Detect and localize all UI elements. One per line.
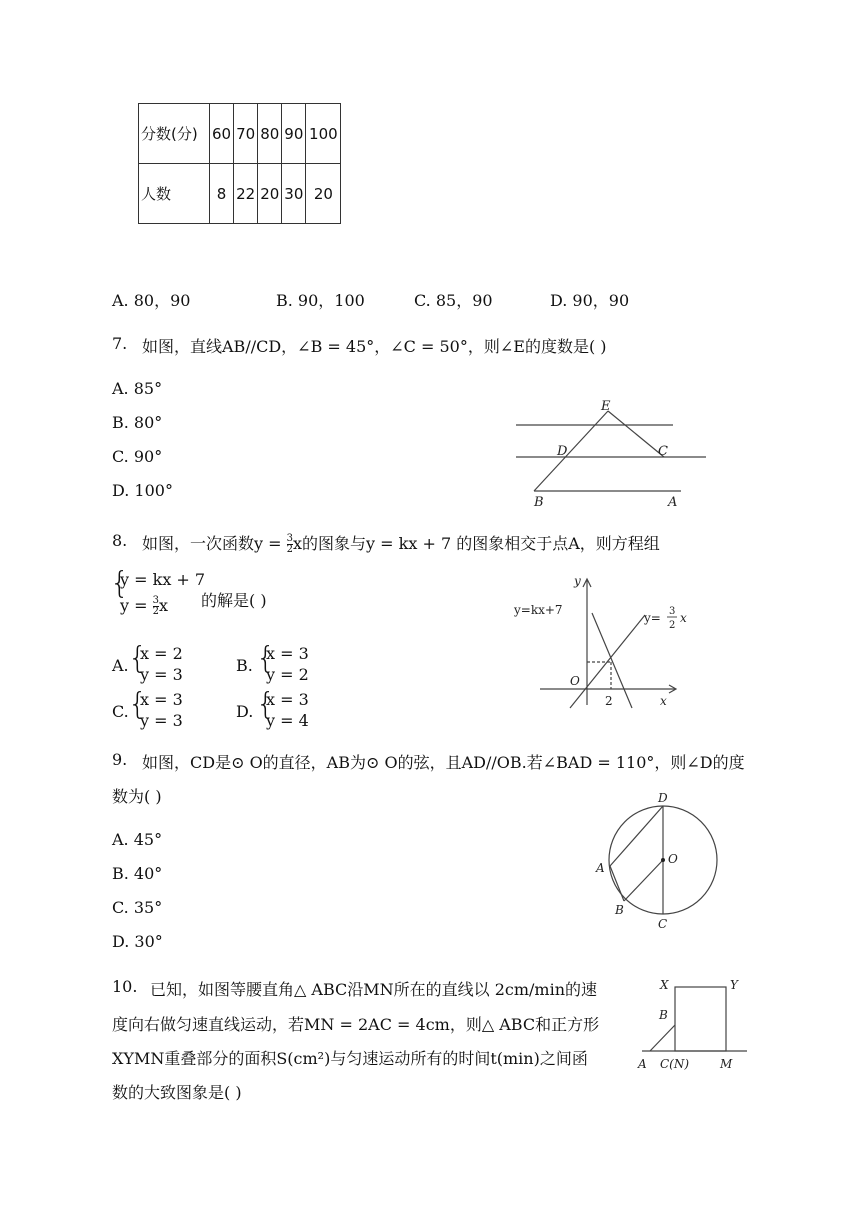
q9-stem-line1: 如图，CD是⊙ O的直径，AB为⊙ O的弦，且AD//OB.若∠BAD = 110°，则∠D的度 [142,753,745,772]
q8-system-line2 [120,596,168,617]
table-cell: 60 [210,104,234,164]
q9-number: 9. [112,750,128,769]
q9-option-a[interactable]: A. 45° [112,830,163,849]
q8-option-d-line1: x = 3 [266,690,309,709]
fig-label-a: A [638,1057,647,1071]
fig-label-a: A [668,495,678,510]
q8-figure [510,575,710,715]
q9-stem-line2: 数为( ) [112,787,162,806]
fig-label-y: y [574,574,581,588]
q9-option-c[interactable]: C. 35° [112,898,163,917]
q8-system-tail: 的解是( ) [201,591,267,610]
fig-label-line2-den: 2 [669,620,676,631]
q8-option-c-line2: y = 3 [140,711,183,730]
table-cell: 20 [306,164,341,224]
q8-system-line2-b: x [159,596,169,615]
fig-label-cn: C(N) [660,1057,690,1071]
fig-label-y: Y [730,978,738,992]
table-cell: 70 [234,104,258,164]
fig-label-d: D [658,791,668,805]
q10-number: 10. [112,977,138,996]
q8-option-a-line1: x = 2 [140,644,183,663]
brace-icon: { [128,641,148,676]
q7-stem: 如图，直线AB//CD，∠B = 45°，∠C = 50°，则∠E的度数是( ) [142,337,607,356]
q10-line3: XYMN重叠部分的面积S(cm²)与匀速运动所有的时间t(min)之间函 [112,1049,588,1068]
brace-icon: { [256,687,276,722]
fig-label-b: B [534,495,544,510]
fraction-denominator: 2 [286,544,294,555]
fig-label-x: x [660,694,667,708]
q8-option-c-label[interactable]: C. [112,702,129,721]
q8-option-b-line2: y = 2 [266,665,309,684]
fraction-numerator: 3 [286,533,294,544]
q8-option-a-line2: y = 3 [140,665,183,684]
table-cell: 90 [282,104,306,164]
q7-option-a[interactable]: A. 85° [112,379,163,398]
q7-option-c[interactable]: C. 90° [112,447,163,466]
q8-number: 8. [112,531,128,550]
table-cell: 8 [210,164,234,224]
fig-label-line2: y= [644,611,661,625]
q7-figure [506,394,726,514]
q8-system-line2-a: y = [120,596,148,615]
fig-label-e: E [601,399,611,414]
fig-label-d: D [557,444,568,459]
q6-option-c[interactable]: C. 85，90 [414,291,493,310]
fig-label-x: X [660,978,669,992]
q9-figure [590,788,730,938]
fig-label-a: A [596,861,605,875]
q8-option-d-line2: y = 4 [266,711,309,730]
fig-label-c: C [658,917,668,931]
q9-option-b[interactable]: B. 40° [112,864,163,883]
q7-option-b[interactable]: B. 80° [112,413,163,432]
q8-option-c-line1: x = 3 [140,690,183,709]
q6-option-b[interactable]: B. 90，100 [276,291,365,310]
q6-option-d[interactable]: D. 90，90 [550,291,630,310]
fig-label-line2-x: x [680,611,687,625]
q7-option-d[interactable]: D. 100° [112,481,173,500]
q8-stem [142,531,660,555]
q10-line1: 已知，如图等腰直角△ ABC沿MN所在的直线以 2cm/min的速 [150,980,598,999]
fig-label-m: M [720,1057,733,1071]
fig-label-c: C [658,444,668,459]
q10-figure [632,975,752,1075]
score-table [138,103,341,224]
q7-number: 7. [112,334,128,353]
q8-stem-part-a: 如图，一次函数y = [142,534,282,553]
fig-label-b: B [615,903,624,917]
q6-option-a[interactable]: A. 80，90 [112,291,191,310]
q8-option-a-label[interactable]: A. [112,656,129,675]
fraction-denominator: 2 [152,606,159,617]
fig-label-o: O [668,852,678,866]
q8-option-d-label[interactable]: D. [236,702,254,721]
fig-label-line1: y=kx+7 [514,603,563,617]
table-row [139,104,341,164]
q8-option-b-line1: x = 3 [266,644,309,663]
brace-icon: { [256,641,276,676]
table-count-label: 人数 [139,164,210,224]
table-cell: 22 [234,164,258,224]
brace-icon: { [110,566,130,601]
q8-system-line1: y = kx + 7 [120,570,206,589]
q9-option-d[interactable]: D. 30° [112,932,163,951]
table-cell: 20 [258,164,282,224]
table-cell: 80 [258,104,282,164]
brace-icon: { [128,687,148,722]
fig-label-line2-num: 3 [669,606,676,617]
table-cell: 30 [282,164,306,224]
table-cell: 100 [306,104,341,164]
fraction-numerator: 3 [152,595,159,606]
table-header-label: 分数(分) [139,104,210,164]
table-row [139,164,341,224]
q10-line2: 度向右做匀速直线运动，若MN = 2AC = 4cm，则△ ABC和正方形 [112,1015,600,1034]
fig-label-b: B [659,1008,668,1022]
fig-label-o: O [570,674,580,688]
fig-label-2: 2 [605,694,613,708]
q10-line4: 数的大致图象是( ) [112,1083,242,1102]
q8-stem-part-b: x的图象与y = kx + 7 的图象相交于点A，则方程组 [293,534,660,553]
q8-option-b-label[interactable]: B. [236,656,253,675]
